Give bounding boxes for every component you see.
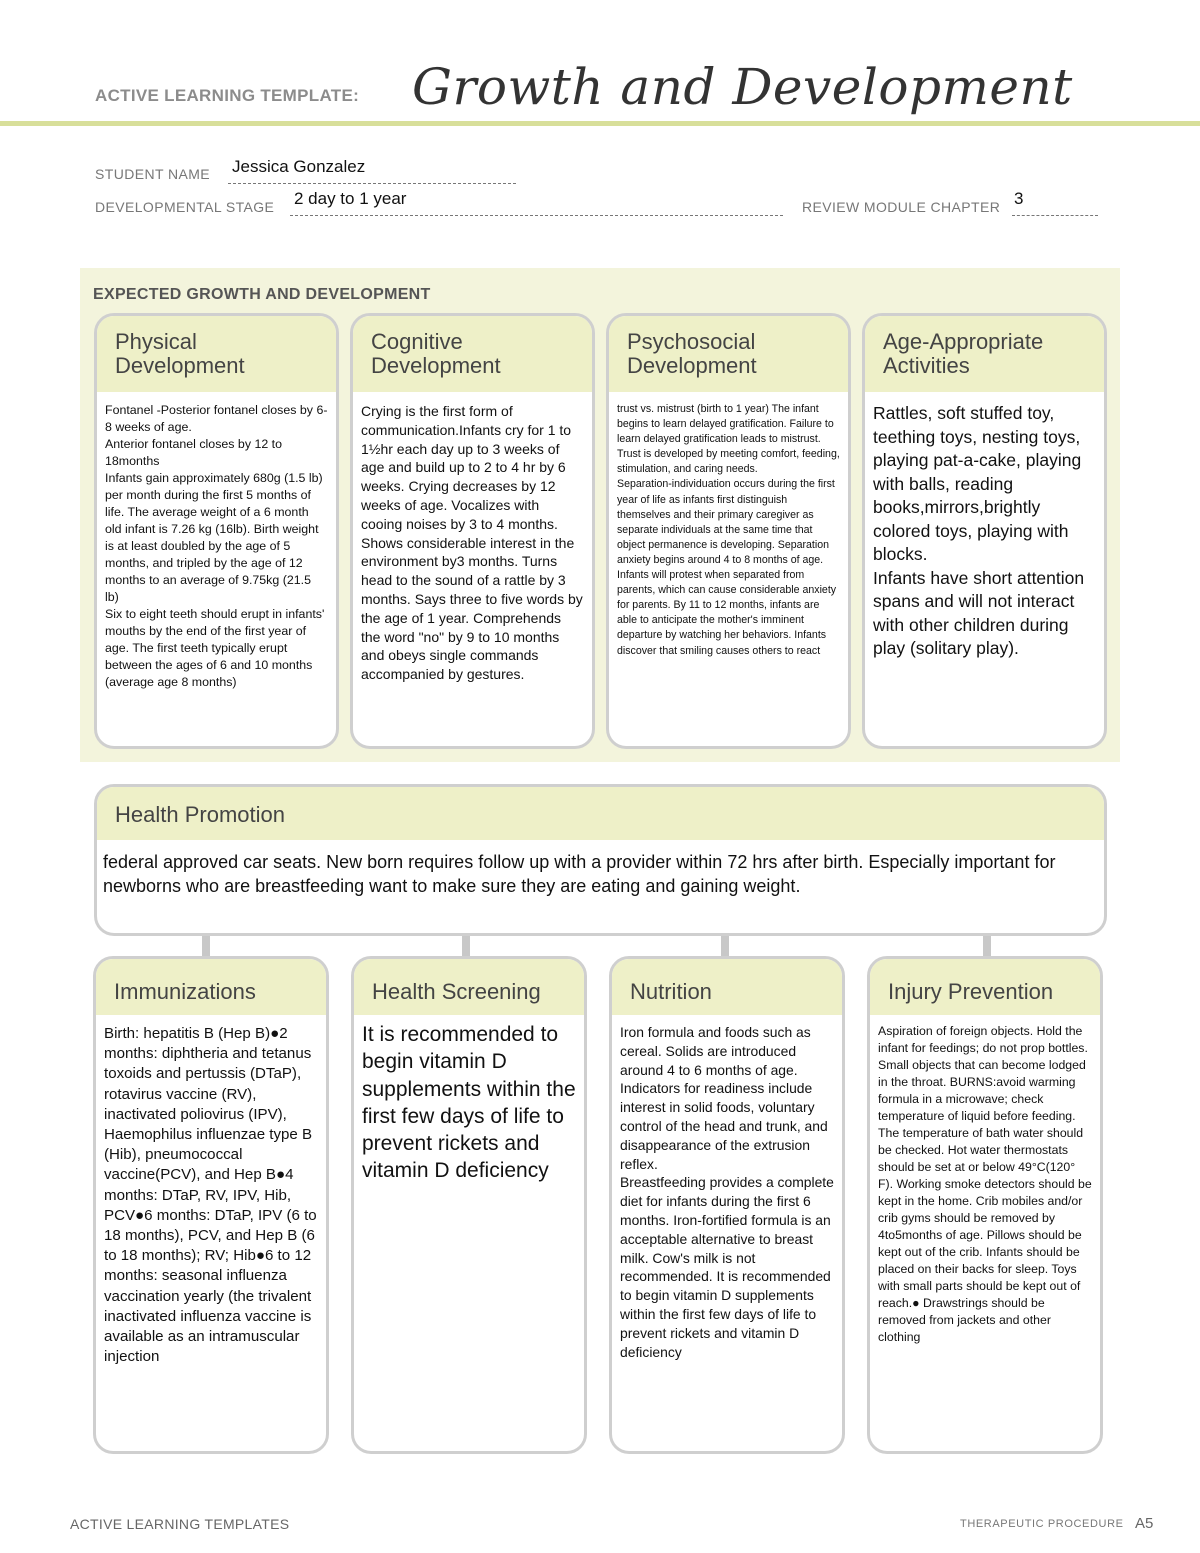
expected-growth-title: EXPECTED GROWTH AND DEVELOPMENT bbox=[93, 286, 431, 303]
page-title: Growth and Development bbox=[412, 58, 1073, 116]
student-name-label: STUDENT NAME bbox=[95, 166, 210, 182]
health-promotion-card bbox=[94, 784, 1107, 936]
nutrition-text: Iron formula and foods such as cereal. Solids are introduced around 4 to 6 months of age. Indicators for readiness include interest in solid foods, voluntary control of the head and trunk, and disappearance of the extrusion reflex. Breastfeeding provides a complete diet for infants during the first 6 months. Iron-fortified formula is an acceptable alternative to breast milk. Cow's milk is not recommended. It is recommended to begin vitamin D supplements within the first few days of life to prevent rickets and vitamin D deficiency bbox=[620, 1024, 834, 1360]
cognitive-development-card bbox=[350, 313, 595, 749]
health-screening-card bbox=[351, 956, 587, 1454]
connector-screening bbox=[462, 936, 470, 956]
connector-injury bbox=[983, 936, 991, 956]
header-divider bbox=[0, 121, 1200, 126]
health-promotion-text: federal approved car seats. New born requires follow up with a provider within 72 hrs after birth. Especially important for newborns who are breastfeeding want to make sure they are eating and gaining weight. bbox=[103, 852, 1056, 896]
physical-development-text: Fontanel -Posterior fontanel closes by 6-8 weeks of age. Anterior fontanel closes by 12 to 18months Infants gain approximately 680g (1.5 lb) per month during the first 5 months of life. The average weight of a 6 month old infant is 7.26 kg (16lb). Birth weight is at least doubled by the age of 5 months, and tripled by the age of 12 months to an average of 9.75kg (21.5 lb) Six to eight teeth should erupt in infants' mouths by the end of the first year of age. The first teeth typically erupt between the ages of 6 and 10 months (average age 8 months) bbox=[105, 403, 328, 689]
injury-prevention-card bbox=[867, 956, 1103, 1454]
review-chapter-label: REVIEW MODULE CHAPTER bbox=[802, 199, 1001, 215]
psychosocial-development-header bbox=[609, 316, 848, 392]
connector-immunizations bbox=[202, 936, 210, 956]
psychosocial-heading-line2: Development bbox=[627, 353, 757, 378]
cognitive-heading-line2: Development bbox=[371, 353, 501, 378]
activities-header bbox=[865, 316, 1104, 392]
health-screening-header: Health Screening bbox=[354, 959, 584, 1015]
injury-prevention-header: Injury Prevention bbox=[870, 959, 1100, 1015]
connector-nutrition bbox=[721, 936, 729, 956]
student-name-field[interactable] bbox=[228, 157, 516, 184]
developmental-stage-value: 2 day to 1 year bbox=[294, 189, 407, 208]
immunizations-card bbox=[93, 956, 329, 1454]
footer-left: ACTIVE LEARNING TEMPLATES bbox=[70, 1516, 290, 1532]
cognitive-heading-line1: Cognitive bbox=[371, 329, 463, 354]
review-chapter-field[interactable] bbox=[1012, 189, 1098, 216]
health-promotion-header: Health Promotion bbox=[97, 787, 1104, 840]
nutrition-card bbox=[609, 956, 845, 1454]
physical-development-card bbox=[94, 313, 339, 749]
footer-right: THERAPEUTIC PROCEDURE bbox=[960, 1518, 1124, 1530]
psychosocial-heading-line1: Psychosocial bbox=[627, 329, 756, 354]
developmental-stage-label: DEVELOPMENTAL STAGE bbox=[95, 199, 275, 215]
nutrition-header: Nutrition bbox=[612, 959, 842, 1015]
developmental-stage-field[interactable] bbox=[290, 189, 783, 216]
student-name-value: Jessica Gonzalez bbox=[232, 157, 366, 176]
page-number: A5 bbox=[1135, 1515, 1154, 1532]
physical-heading-line1: Physical bbox=[115, 329, 197, 354]
health-screening-text: It is recommended to begin vitamin D supplements within the first few days of life to prevent rickets and vitamin D deficiency bbox=[362, 1023, 576, 1183]
activities-heading-line2: Activities bbox=[883, 353, 970, 378]
cognitive-development-text: Crying is the first form of communication.Infants cry for 1 to 1½hr each day up to 3 weeks of age and build up to 2 to 4 hr by 6 weeks. Crying decreases by 12 weeks of age. Vocalizes with cooing noises by 3 to 4 months. Shows considerable interest in the environment by3 months. Turns head to the sound of a rattle by 3 months. Says three to five words by the age of 1 year. Comprehends the word "no" by 9 to 10 months and obeys single commands accompanied by gestures. bbox=[361, 403, 583, 683]
physical-development-header bbox=[97, 316, 336, 392]
immunizations-header: Immunizations bbox=[96, 959, 326, 1015]
psychosocial-development-text: trust vs. mistrust (birth to 1 year) The infant begins to learn delayed gratification. Failure to learn delayed gratification leads to mistrust. Trust is developed by meeting comfort, feeding, stimulation, and caring needs. Separation-individuation occurs during the first year of life as infants first distinguish themselves and their primary caregiver as separate individuals at the same time that object permanence is developing. Separation anxiety begins around 4 to 8 months of age. Infants will protest when separated from parents, which can cause considerable anxiety for parents. By 11 to 12 months, infants are able to anticipate the mother's imminent departure by watching her behaviors. Infants discover that smiling causes others to react bbox=[617, 403, 840, 657]
activities-heading-line1: Age-Appropriate bbox=[883, 329, 1044, 354]
psychosocial-development-card bbox=[606, 313, 851, 749]
review-chapter-value: 3 bbox=[1014, 189, 1024, 208]
template-label: ACTIVE LEARNING TEMPLATE: bbox=[95, 86, 360, 105]
immunizations-text: Birth: hepatitis B (Hep B)●2 months: diphtheria and tetanus toxoids and pertussis (DTaP), rotavirus vaccine (RV), inactivated poliovirus (IPV), Haemophilus influenzae type B (Hib), pneumococcal vaccine(PCV), and Hep B●4 months: DTaP, RV, IPV, Hib, PCV●6 months: DTaP, IPV (6 to 18 months), PCV, and Hep B (6 to 18 months); RV; Hib●6 to 12 months: seasonal influenza vaccination yearly (the trivalent inactivated influenza vaccine is available as an intramuscular injection bbox=[104, 1025, 317, 1366]
activities-text: Rattles, soft stuffed toy, teething toys, nesting toys, playing pat-a-cake, playing with balls, reading books,mirrors,brightly colored toys, playing with blocks. Infants have short attention spans and will not interact with other children during play (solitary play). bbox=[873, 403, 1085, 658]
injury-prevention-text: Aspiration of foreign objects. Hold the infant for feedings; do not prop bottles. Small objects that can become lodged in the throat. BURNS:avoid warming formula in a microwave; check temperature of liquid before feeding. The temperature of bath water should be checked. Hot water thermostats should be set at or below 49°C(120° F). Working smoke detectors should be kept in the home. Crib mobiles and/or crib gyms should be removed by 4to5months of age. Pillows should be kept out of the crib. Infants should be placed on their backs for sleep. Toys with small parts should be kept out of reach.● Drawstrings should be removed from jackets and other clothing bbox=[878, 1024, 1092, 1344]
age-appropriate-activities-card bbox=[862, 313, 1107, 749]
cognitive-development-header bbox=[353, 316, 592, 392]
physical-heading-line2: Development bbox=[115, 353, 245, 378]
